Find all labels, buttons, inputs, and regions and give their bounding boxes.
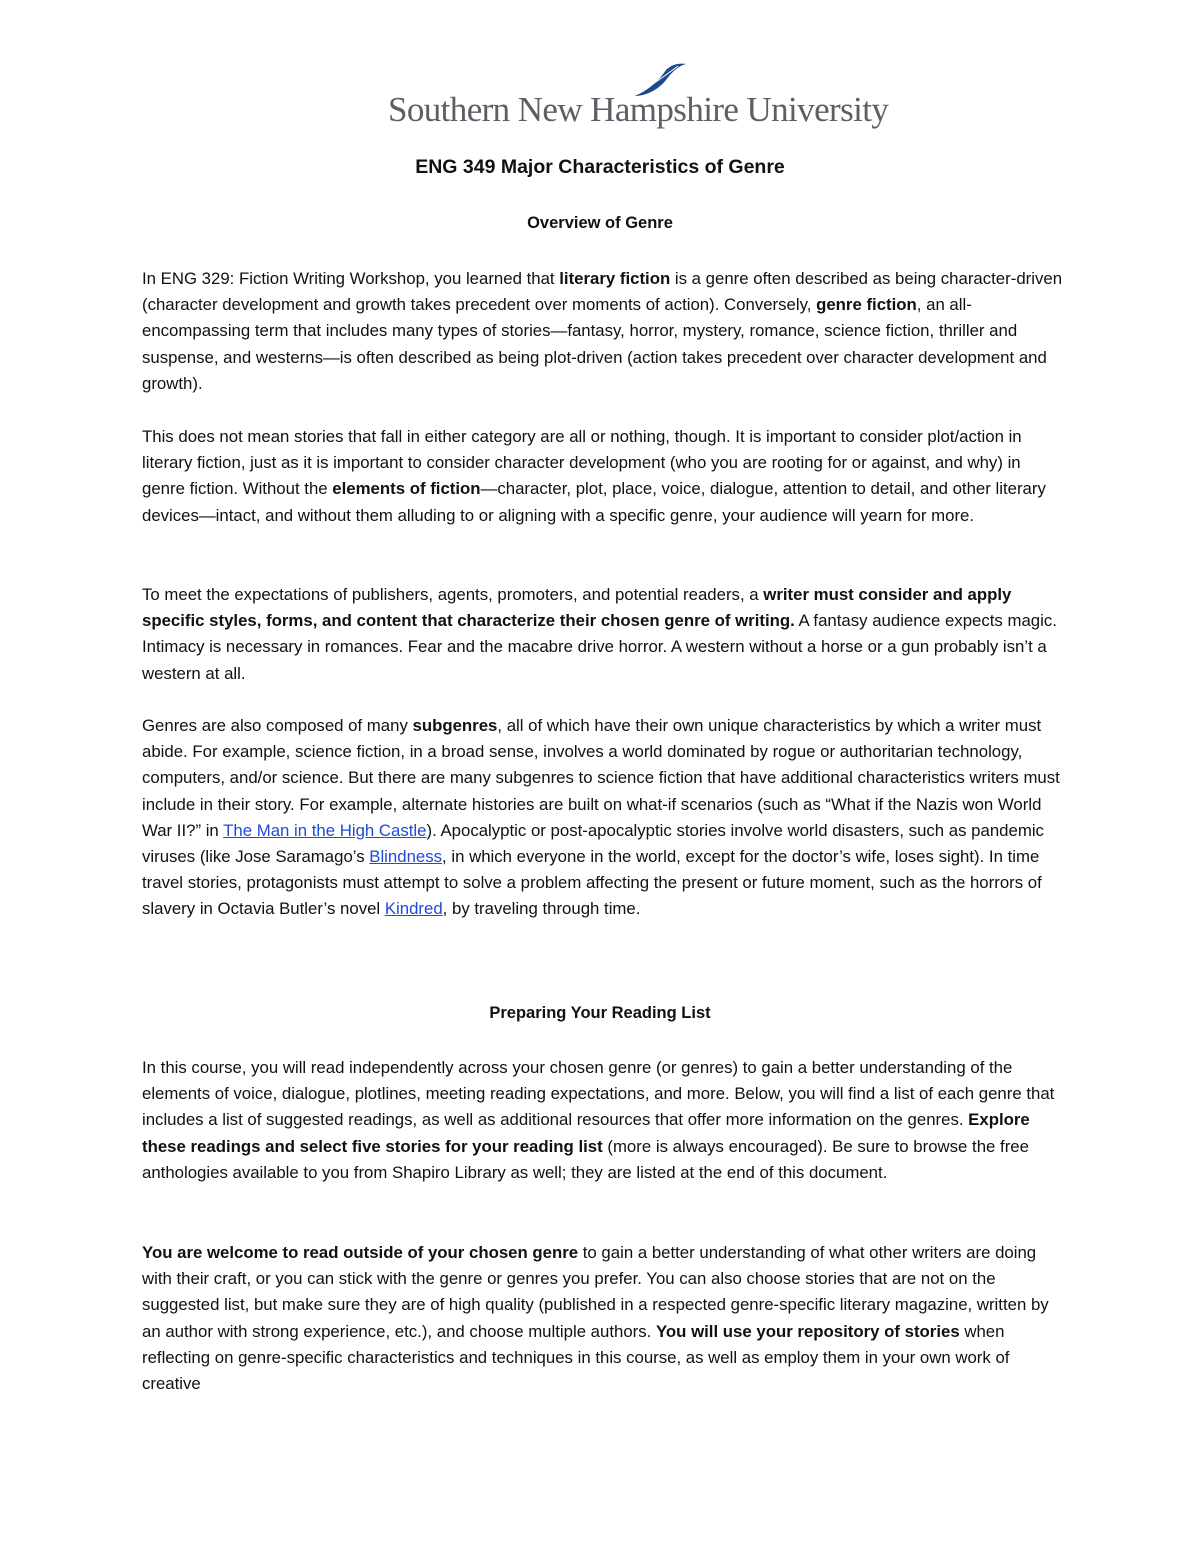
paragraph-overview-1 (142, 266, 1067, 397)
text-run: Genres are also composed of many (142, 716, 413, 735)
university-logo (388, 62, 889, 142)
text-run: , all of which have their own unique characteristics by which a writer must abide. For example, science fiction, in a broad sense, involves a world dominated by rogue or authoritarian technology, computers, and/or science. But there are many subgenres to science fiction that have additional characteristics writers must include in their story. For example, alternate histories are built on what-if scenarios (such as “What if the Nazis won World War II?” in (142, 716, 1060, 840)
term-elements-of-fiction: elements of fiction (332, 479, 481, 499)
text-run: (more is always encouraged). Be sure to browse the free anthologies available to you from Shapiro Library as well; they are listed at the end of this document. (142, 1136, 1029, 1182)
reading-list-heading: Preparing Your Reading List (489, 1004, 711, 1022)
text-run: A fantasy audience expects magic. Intimacy is necessary in romances. Fear and the macabre drive horror. A western without a horse or a gun probably isn’t a western at all. (142, 611, 1057, 683)
text-run: , an all-encompassing term that includes many types of stories—fantasy, horror, mystery, romance, science fiction, thriller and suspense, and westerns—is often described as being plot-driven (action takes precedent over character development and growth). (142, 295, 1047, 393)
text-run: , in which everyone in the world, except for the doctor’s wife, loses sight). In time travel stories, protagonists must attempt to solve a problem affecting the present or future moment, such as the horrors of slavery in Octavia Butler’s novel (142, 847, 1042, 919)
term-subgenres: subgenres (412, 716, 498, 735)
text-run: In this course, you will read independently across your chosen genre (or genres) to gain a better understanding of the elements of voice, dialogue, plotlines, meeting reading expectations, and more. Below, you will find a list of each genre that includes a list of suggested readings, as well as additional resources that offer more information on the genres. (142, 1058, 1055, 1130)
text-run: when reflecting on genre-specific characteristics and techniques in this course, as well as employ them in your own work of creative (142, 1321, 1010, 1394)
paragraph-overview-2 (142, 424, 1067, 529)
emphasis-read-outside-genre: You are welcome to read outside of your chosen genre (142, 1243, 579, 1262)
text-run: —character, plot, place, voice, dialogue, attention to detail, and other literary devices—intact, and without them alluding to or aligning with a specific genre, your audience will yearn for more. (142, 479, 1046, 525)
paragraph-overview-3 (142, 582, 1067, 687)
paragraph-overview-4 (142, 713, 1067, 923)
link-kindred[interactable]: Kindred (384, 899, 443, 919)
term-literary-fiction: literary fiction (559, 269, 671, 288)
logo-wordmark: Southern New Hampshire University (388, 90, 889, 129)
emphasis-select-five-stories: Explore these readings and select five stories for your reading list (142, 1110, 1030, 1156)
text-run: , by traveling through time. (442, 899, 641, 919)
text-run: ). Apocalyptic or post-apocalyptic stories involve world disasters, such as pandemic viruses (like Jose Saramago’s (142, 820, 1044, 867)
overview-heading: Overview of Genre (527, 214, 673, 232)
emphasis-writer-must: writer must consider and apply specific styles, forms, and content that characterize their chosen genre of writing. (142, 585, 1012, 631)
emphasis-repository-of-stories: You will use your repository of stories (655, 1321, 960, 1341)
text-run: To meet the expectations of publishers, agents, promoters, and potential readers, a (142, 585, 764, 604)
page-title: ENG 349 Major Characteristics of Genre (415, 156, 785, 178)
link-blindness[interactable]: Blindness (369, 847, 443, 867)
text-run: In ENG 329: Fiction Writing Workshop, you learned that (142, 269, 560, 288)
term-genre-fiction: genre fiction (816, 295, 917, 315)
paragraph-reading-list-2 (142, 1240, 1067, 1397)
text-run: This does not mean stories that fall in either category are all or nothing, though. It is important to consider plot/action in literary fiction, just as it is important to consider character development (who you are rooting for or against, and why) in genre fiction. Without the (142, 427, 1022, 499)
text-run: to gain a better understanding of what other writers are doing with their craft, or you can stick with the genre or genres you prefer. You can also choose stories that are not on the suggested list, but make sure they are of high quality (published in a respected genre-specific literary magazine, written by an author with strong experience, etc.), and choose multiple authors. (142, 1243, 1049, 1341)
text-run: is a genre often described as being character-driven (character development and growth takes precedent over moments of action). Conversely, (142, 269, 1063, 315)
paragraph-reading-list-1 (142, 1055, 1067, 1186)
link-man-in-the-high-castle[interactable]: The Man in the High Castle (223, 820, 427, 840)
